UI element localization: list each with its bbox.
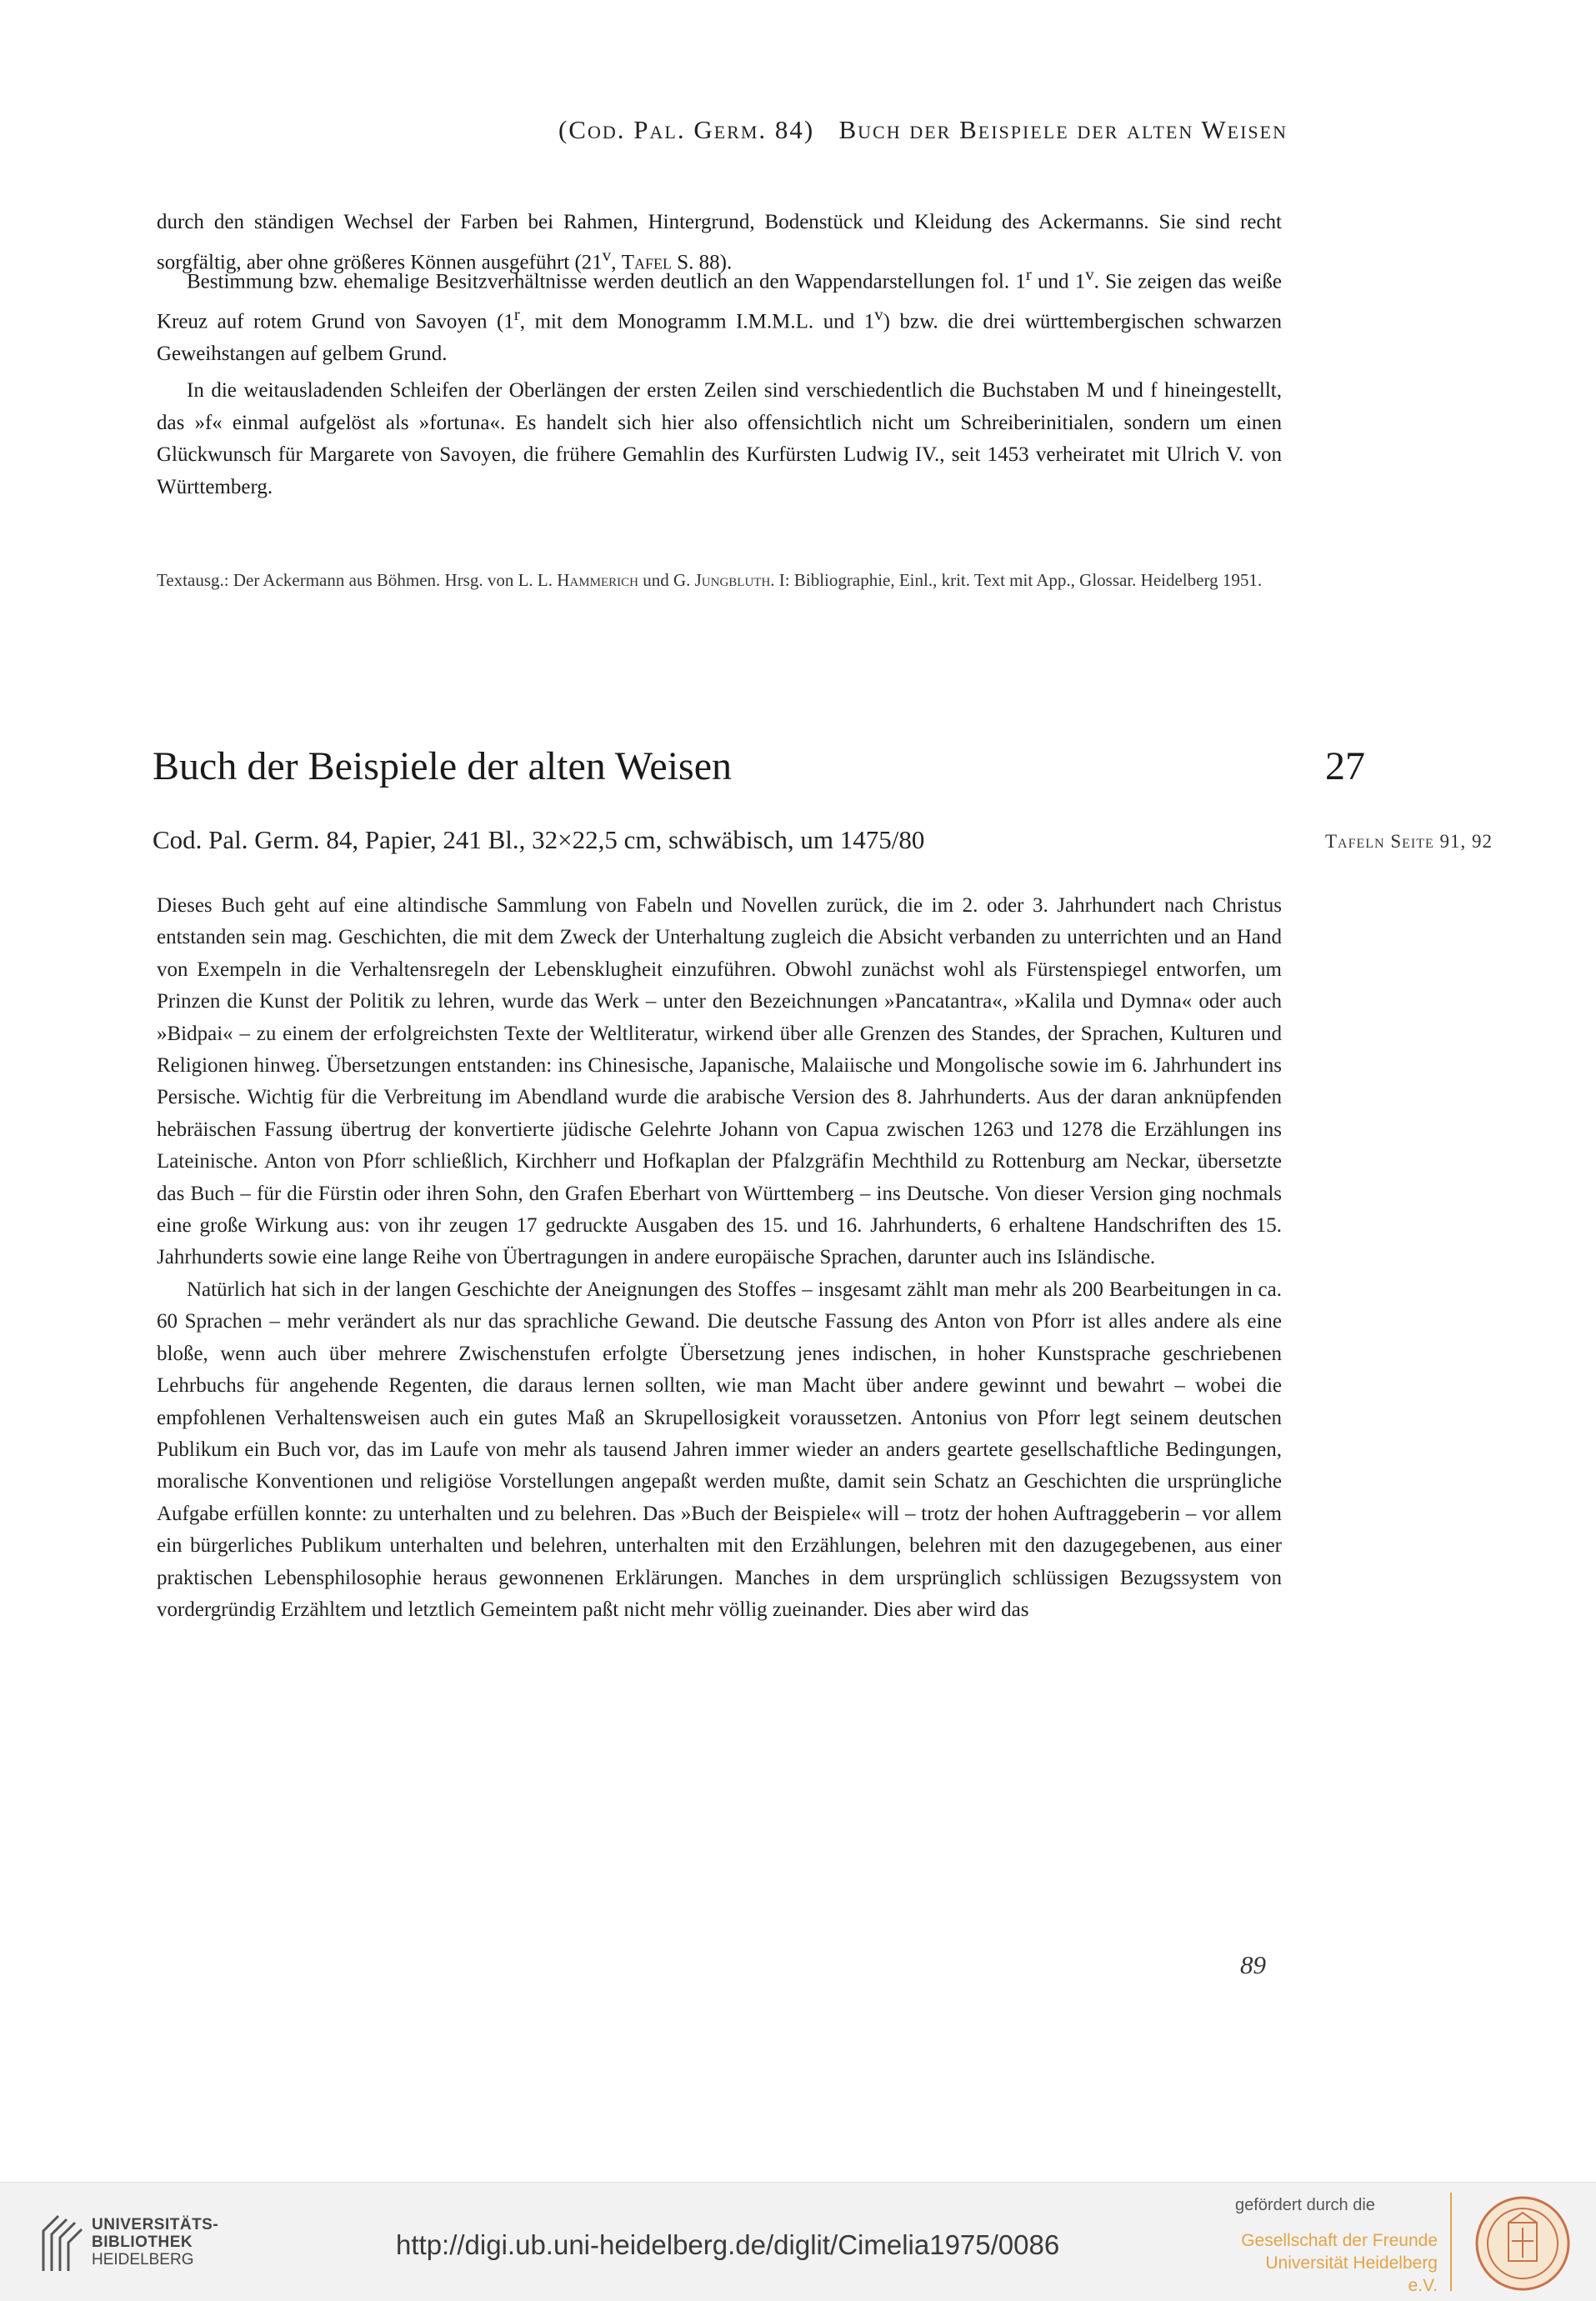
textausg-c: . I: Bibliographie, Einl., krit. Text mit App., Glossar. Heidelberg 1951. bbox=[770, 570, 1263, 590]
entry-number: 27 bbox=[1325, 744, 1365, 788]
prev-p1-mid: , bbox=[611, 250, 622, 273]
plates-reference: Tafeln Seite 91, 92 bbox=[1325, 831, 1493, 852]
page-number: 89 bbox=[1240, 1950, 1266, 1979]
folio-sup: v bbox=[1085, 264, 1094, 284]
editor-name: Hammerich bbox=[557, 570, 638, 590]
text-edition-note bbox=[157, 567, 1282, 593]
library-line-2: BIBLIOTHEK bbox=[92, 2233, 193, 2251]
entry-title: Buch der Beispiele der alten Weisen bbox=[153, 744, 733, 788]
prev-p2-a: Bestimmung bzw. ehemalige Besitzverhältnisse werden deutlich an den Wappendarstellungen fol. 1 bbox=[187, 270, 1026, 293]
prev-p1-end: S. 88). bbox=[672, 250, 733, 273]
folio-sup: v bbox=[602, 244, 612, 265]
prev-entry-paragraph-3 bbox=[157, 375, 1282, 503]
ub-heidelberg-logo-icon[interactable] bbox=[33, 2211, 90, 2276]
running-head-right: Buch der Beispiele der alten Weisen bbox=[838, 115, 1288, 144]
running-head bbox=[0, 115, 1288, 145]
footer-bar bbox=[0, 2182, 1596, 2301]
sponsor-divider bbox=[1450, 2193, 1452, 2291]
entry-paragraph-1: Dieses Buch geht auf eine altindische Sammlung von Fabeln und Novellen zurück, die im 2. oder 3. Jahrhundert nach Christus entstanden sein mag. Geschichten, die mit dem Zweck der Unterhaltung zugleich die Absicht verbanden zu unterrichten und an Hand von Exempeln in die Verhaltensregeln der Lebensklugheit einzuführen. Obwohl zunächst wohl als Fürstenspiegel entworfen, um Prinzen die Kunst der Politik zu lehren, wurde das Werk – unter den Bezeichnungen »Pancatantra«, »Kalila und Dymna« oder auch »Bidpai« – zu einem der erfolgreichsten Texte der Weltliteratur, wirkend über alle Grenzen des Standes, der Sprachen, Kulturen und Religionen hinweg. Übersetzungen entstanden: ins Chinesische, Japanische, Malaiische und Mongolische sowie im 6. Jahrhundert ins Persische. Wichtig für die Verbreitung im Abendland wurde die arabische Version des 8. Jahrhunderts. Aus der daran anknüpfenden hebräischen Fassung übertrug der konvertierte jüdische Gelehrte Johann von Capua zwischen 1263 und 1278 die Erzählungen ins Lateinische. Anton von Pforr schließlich, Kirchherr und Hofkaplan der Pfalzgräfin Mechthild zu Rottenburg am Neckar, übersetzte das Buch – für die Fürstin oder ihren Sohn, den Grafen Eberhart von Württemberg – ins Deutsche. Von dieser Version ging nochmals eine große Wirkung aus: von ihr zeugen 17 gedruckte Ausgaben des 15. und 16. Jahrhunderts, 6 erhaltene Handschriften des 15. Jahrhunderts sowie eine lange Reihe von Übertragungen in andere europäische Sprachen, darunter auch ins Isländische. bbox=[157, 894, 1282, 1269]
prev-p2-d: , mit dem Monogramm I.M.M.L. und 1 bbox=[519, 310, 875, 333]
library-line-3: HEIDELBERG bbox=[92, 2251, 194, 2268]
prev-p1-text: durch den ständigen Wechsel der Farben bei Rahmen, Hintergrund, Bodenstück und Kleidung des Ackermanns. Sie sind recht sorgfältig, aber ohne größeres Können ausgeführt (21 bbox=[157, 211, 1282, 273]
entry-body bbox=[157, 890, 1282, 1626]
entry-subtitle: Cod. Pal. Germ. 84, Papier, 241 Bl., 32×22,5 cm, schwäbisch, um 1475/80 bbox=[153, 825, 925, 854]
prev-p2-b: und 1 bbox=[1031, 270, 1086, 293]
prev-p3-text: In die weitausladenden Schleifen der Oberlängen der ersten Zeilen sind verschiedentlich die Buchstaben M und f hineingestellt, das »f« einmal aufgelöst als »fortuna«. Es handelt sich hier also offensichtlich nicht um Schreiberinitialen, sondern um einen Glückwunsch für Margarete von Savoyen, die frühere Gemahlin des Kurfürsten Ludwig IV., seit 1453 verheiratet mit Ulrich V. von Württemberg. bbox=[157, 379, 1282, 498]
running-head-left: (Cod. Pal. Germ. 84) bbox=[558, 115, 815, 144]
textausg-a: Textausg.: Der Ackermann aus Böhmen. Hrsg. von L. L. bbox=[157, 570, 558, 590]
library-line-1: UNIVERSITÄTS- bbox=[92, 2216, 219, 2233]
university-seal-icon bbox=[1473, 2194, 1572, 2293]
sponsor-line-2: Universität Heidelberg e.V. bbox=[1265, 2253, 1438, 2295]
editor-name: Jungbluth bbox=[694, 570, 771, 590]
sponsor-label: gefördert durch die bbox=[1235, 2196, 1375, 2214]
entry-paragraph-2: Natürlich hat sich in der langen Geschichte der Aneignungen des Stoffes – insgesamt zählt man mehr als 200 Bearbeitungen in ca. 60 Sprachen – mehr verändert als nur das sprachliche Gewand. Die deutsche Fassung des Anton von Pforr ist alles andere als eine bloße, wenn auch über mehrere Zwischenstufen erfolgte Übersetzung jenes indischen, in hoher Kunstsprache geschriebenen Lehrbuchs für angehende Regenten, die daraus lernen sollten, wie man Macht über andere gewinnt und bewahrt – wobei die empfohlenen Verhaltensweisen auch ein gutes Maß an Skrupellosigkeit voraussetzen. Antonius von Pforr legt seinem deutschen Publikum ein Buch vor, das im Laufe von mehr als tausend Jahren immer wieder an anders geartete gesellschaftliche Bedingungen, moralische Konventionen und religiöse Vorstellungen angepaßt werden mußte, damit sein Schatz an Geschichten die ursprüngliche Aufgabe erfüllen konnte: zu unterhalten und zu belehren. Das »Buch der Beispiele« will – trotz der hohen Auftraggeberin – vor allem ein bürgerliches Publikum unterhalten und belehren, unterhalten mit den Erzählungen, belehren mit den dazugegebenen, aus einer praktischen Lebensphilosophie heraus gewonnenen Erklärungen. Manches in dem ursprünglich schlüssigen Bezugssystem von vordergründig Erzähltem und letztlich Gemeintem paßt nicht mehr völlig zueinander. Dies aber wird das bbox=[157, 1278, 1282, 1621]
permalink-url[interactable]: http://digi.ub.uni-heidelberg.de/diglit/Cimelia1975/0086 bbox=[396, 2229, 1060, 2260]
sponsor-name[interactable] bbox=[1233, 2229, 1438, 2297]
folio-sup: r bbox=[1025, 264, 1032, 284]
textausg-b: und G. bbox=[638, 570, 695, 590]
library-name bbox=[92, 2216, 218, 2268]
sponsor-line-1: Gesellschaft der Freunde bbox=[1241, 2231, 1438, 2250]
prev-p2-e: ) bzw. die drei württembergischen schwarzen Geweihstangen auf gelbem Grund. bbox=[157, 310, 1282, 365]
prev-p2-c: . Sie zeigen das weiße Kreuz auf rotem Grund von Savoyen (1 bbox=[157, 270, 1283, 333]
prev-entry-paragraph-2 bbox=[157, 258, 1282, 370]
folio-sup: r bbox=[513, 303, 520, 324]
tafel-ref: Tafel bbox=[621, 250, 672, 273]
folio-sup: v bbox=[874, 303, 883, 324]
